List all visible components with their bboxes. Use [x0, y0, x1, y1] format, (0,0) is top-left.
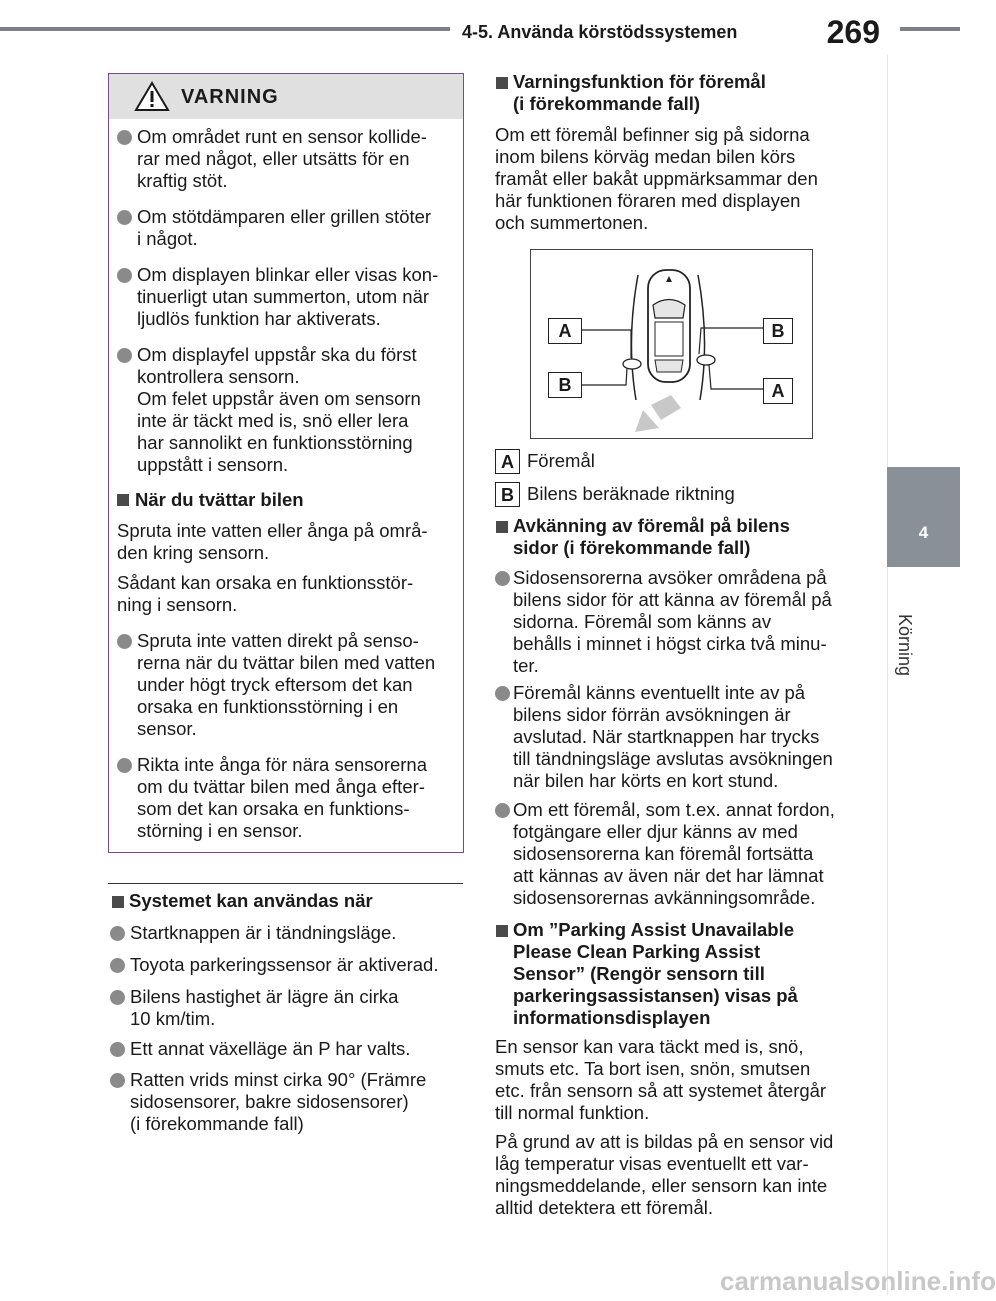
wash-text-2: Sådant kan orsaka en funktionsstör- ning i sensorn.: [117, 572, 414, 615]
bullet: [495, 686, 510, 701]
side-detect-bullet-2: Föremål känns eventuellt inte av på bilens sidor förrän avsökningen är avslutad. När startknappen har trycks till tändningsläge avslutas avsökningen när bilen har körts en kort stund.: [513, 682, 833, 791]
car-sensor-illustration: [531, 250, 812, 438]
heading-square: [117, 494, 129, 506]
bullet: [110, 990, 125, 1005]
warning-bullet-4: Om displayfel uppstår ska du först kontrollera sensorn. Om felet uppstår även om sensorn inte är täckt med is, snö eller lera har sannolikt en funktionsstörning uppstått i sensorn.: [137, 344, 421, 475]
warning-bullet-1: Om området runt en sensor kollide- rar med något, eller utsätts för en kraftig stöt.: [137, 126, 427, 191]
warning-bullet-2: Om stötdämparen eller grillen stöter i något.: [137, 206, 432, 249]
usable-bullet-1: Startknappen är i tändningsläge.: [130, 922, 397, 943]
wash-bullet-1: Spruta inte vatten direkt på senso- rerna när du tvättar bilen med vatten under högt tryck eftersom det kan orsaka en funktionsstörning i en sensor.: [137, 630, 436, 739]
legend-key-a: A: [495, 449, 520, 474]
leader-b-right: [699, 328, 763, 354]
left-detect-arc: [631, 275, 638, 400]
car-roof: [655, 322, 683, 356]
header-section-title: 4-5. Använda körstödssystemen: [462, 22, 738, 42]
bullet: [117, 210, 132, 225]
wash-heading: När du tvättar bilen: [135, 489, 304, 510]
bullet: [117, 268, 132, 283]
warning-bullet-3: Om displayen blinkar eller visas kon- tinuerligt utan summerton, utom när ljudlös funktion har aktiverats.: [137, 264, 439, 329]
warn-func-text: Om ett föremål befinner sig på sidorna inom bilens körväg medan bilen körs framåt eller bakåt uppmärksammar den här funktionen föraren med displayen och summertonen.: [495, 124, 818, 233]
leader-a-right: [709, 365, 763, 389]
bullet: [117, 348, 132, 363]
unavailable-text-1: En sensor kan vara täckt med is, snö, smuts etc. Ta bort isen, snön, smutsen etc. från sensorn så att systemet återgår till normal funktion.: [495, 1036, 827, 1123]
warning-title: VARNING: [181, 86, 279, 108]
bullet: [110, 1042, 125, 1057]
bullet: [495, 571, 510, 586]
car-windshield: [653, 300, 685, 319]
legend-text-b: Bilens beräknade riktning: [527, 483, 735, 504]
right-sensor-icon: [697, 355, 715, 365]
section-divider: [108, 883, 463, 884]
unavailable-heading: Om ”Parking Assist Unavailable Please Clean Parking Assist Sensor” (Rengör sensorn till parkeringsassistansen) visas på informationsdisplayen: [513, 919, 798, 1028]
car-rear-window: [655, 360, 683, 372]
heading-square: [496, 925, 508, 937]
side-detect-bullet-1: Sidosensorerna avsöker områdena på bilens sidor för att känna av föremål på sidorna. Föremål som känns av behålls i minnet i högst cirka två minu- ter.: [513, 567, 832, 676]
heading-square: [496, 77, 508, 89]
reverse-direction-icon: [635, 395, 681, 432]
bullet: [117, 758, 132, 773]
page-number: 269: [826, 14, 880, 50]
diagram-label-b-left: B: [548, 372, 582, 398]
bullet: [117, 130, 132, 145]
legend-text-a: Föremål: [527, 450, 595, 471]
bullet: [110, 958, 125, 973]
diagram-label-a-left: A: [548, 318, 582, 344]
side-detect-bullet-3: Om ett föremål, som t.ex. annat fordon, fotgängare eller djur känns av med sidosensorerna kan föremål fortsätta att kännas av även när det har lämnat sidosensorernas avkänningsområde.: [513, 799, 835, 908]
usable-bullet-5: Ratten vrids minst cirka 90° (Främre sidosensorer, bakre sidosensorer) (i förekommande fall): [130, 1069, 427, 1134]
usable-bullet-2: Toyota parkeringssensor är aktiverad.: [130, 954, 439, 975]
chapter-number: 4: [918, 523, 929, 542]
sensor-diagram: [530, 249, 813, 439]
diagram-label-a-right: A: [763, 378, 793, 404]
bullet: [110, 926, 125, 941]
wash-bullet-2: Rikta inte ånga för nära sensorerna om du tvättar bilen med ånga efter- som det kan orsaka en funktions- störning i en sensor.: [137, 754, 428, 841]
usable-bullet-3: Bilens hastighet är lägre än cirka 10 km/tim.: [130, 986, 399, 1029]
warn-func-heading: Varningsfunktion för föremål (i förekommande fall): [513, 71, 766, 114]
bullet: [117, 634, 132, 649]
chapter-tab: [887, 467, 960, 567]
left-sensor-icon: [623, 359, 641, 369]
warning-box: [108, 73, 464, 853]
bullet: [495, 803, 510, 818]
leader-a-left: [581, 330, 631, 358]
leader-b-left: [581, 368, 627, 385]
side-detect-heading: Avkänning av föremål på bilens sidor (i förekommande fall): [513, 515, 790, 558]
bullet: [110, 1073, 125, 1088]
side-margin-line: [887, 55, 888, 1295]
heading-square: [112, 896, 124, 908]
usable-heading: Systemet kan användas när: [129, 890, 373, 911]
unavailable-text-2: På grund av att is bildas på en sensor vid låg temperatur visas eventuellt ett var- ningsmeddelande, eller sensorn kan inte alltid detektera ett föremål.: [495, 1131, 834, 1218]
heading-square: [496, 521, 508, 533]
legend-key-b: B: [495, 482, 520, 507]
diagram-label-b-right: B: [763, 318, 793, 344]
chapter-label: Körning: [895, 614, 915, 677]
watermark: carmanualsonline.info: [720, 1266, 996, 1296]
warning-triangle-icon: [135, 81, 169, 111]
usable-bullet-4: Ett annat växelläge än P har valts.: [130, 1038, 411, 1059]
right-detect-arc: [698, 275, 705, 400]
wash-text-1: Spruta inte vatten eller ånga på områ- den kring sensorn.: [117, 520, 428, 563]
